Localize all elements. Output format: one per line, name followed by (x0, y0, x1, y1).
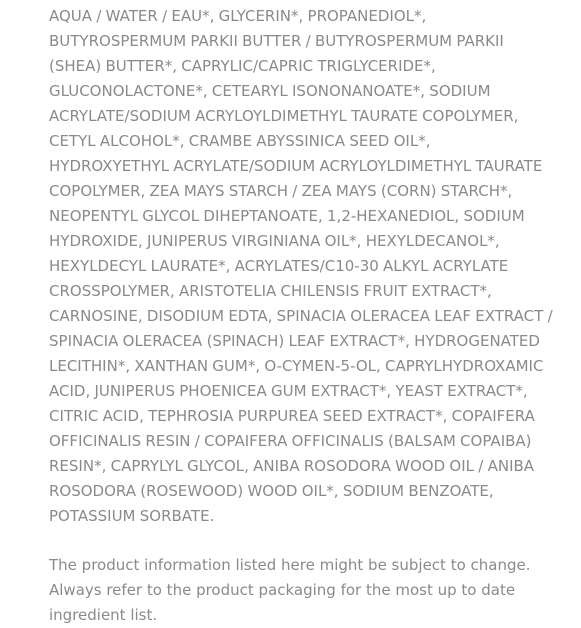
disclaimer-note: The product information listed here might be subject to change. Always refer to the product packaging for the most up to date ingredient list. (49, 556, 531, 624)
ingredients-list: AQUA / WATER / EAU*, GLYCERIN*, PROPANEDIOL*, BUTYROSPERMUM PARKII BUTTER / BUTYROSPERMUM PARKII (SHEA) BUTTER*, CAPRYLIC/CAPRIC TRIGLYCERIDE*, GLUCONOLACTONE*, CETEARYL ISONONANOATE*, SODIUM ACRYLATE/SODIUM ACRYLOYLDIMETHYL TAURATE COPOLYMER, CETYL ALCOHOL*, CRAMBE ABYSSINICA SEED OIL*, HYDROXYETHYL ACRYLATE/SODIUM ACRYLOYLDIMETHYL TAURATE COPOLYMER, ZEA MAYS STARCH / ZEA MAYS (CORN) STARCH*, NEOPENTYL GLYCOL DIHEPTANOATE, 1,2-HEXANEDIOL, SODIUM HYDROXIDE, JUNIPERUS VIRGINIANA OIL*, HEXYLDECANOL*, HEXYLDECYL LAURATE*, ACRYLATES/C10-30 ALKYL ACRYLATE CROSSPOLYMER, ARISTOTELIA CHILENSIS FRUIT EXTRACT*, CARNOSINE, DISODIUM EDTA, SPINACIA OLERACEA LEAF EXTRACT / SPINACIA OLERACEA (SPINACH) LEAF EXTRACT*, HYDROGENATED LECITHIN*, XANTHAN GUM*, O-CYMEN-5-OL, CAPRYLHYDROXAMIC ACID, JUNIPERUS PHOENICEA GUM EXTRACT*, YEAST EXTRACT*, CITRIC ACID, TEPHROSIA PURPUREA SEED EXTRACT*, COPAIFERA OFFICINALIS RESIN / COPAIFERA OFFICINALIS (BALSAM COPAIBA) RESIN*, CAPRYLYL GLYCOL, ANIBA ROSODORA WOOD OIL / ANIBA ROSODORA (ROSEWOOD) WOOD OIL*, SODIUM BENZOATE, POTASSIUM SORBATE. (49, 7, 553, 525)
ingredients-panel (49, 4, 553, 628)
